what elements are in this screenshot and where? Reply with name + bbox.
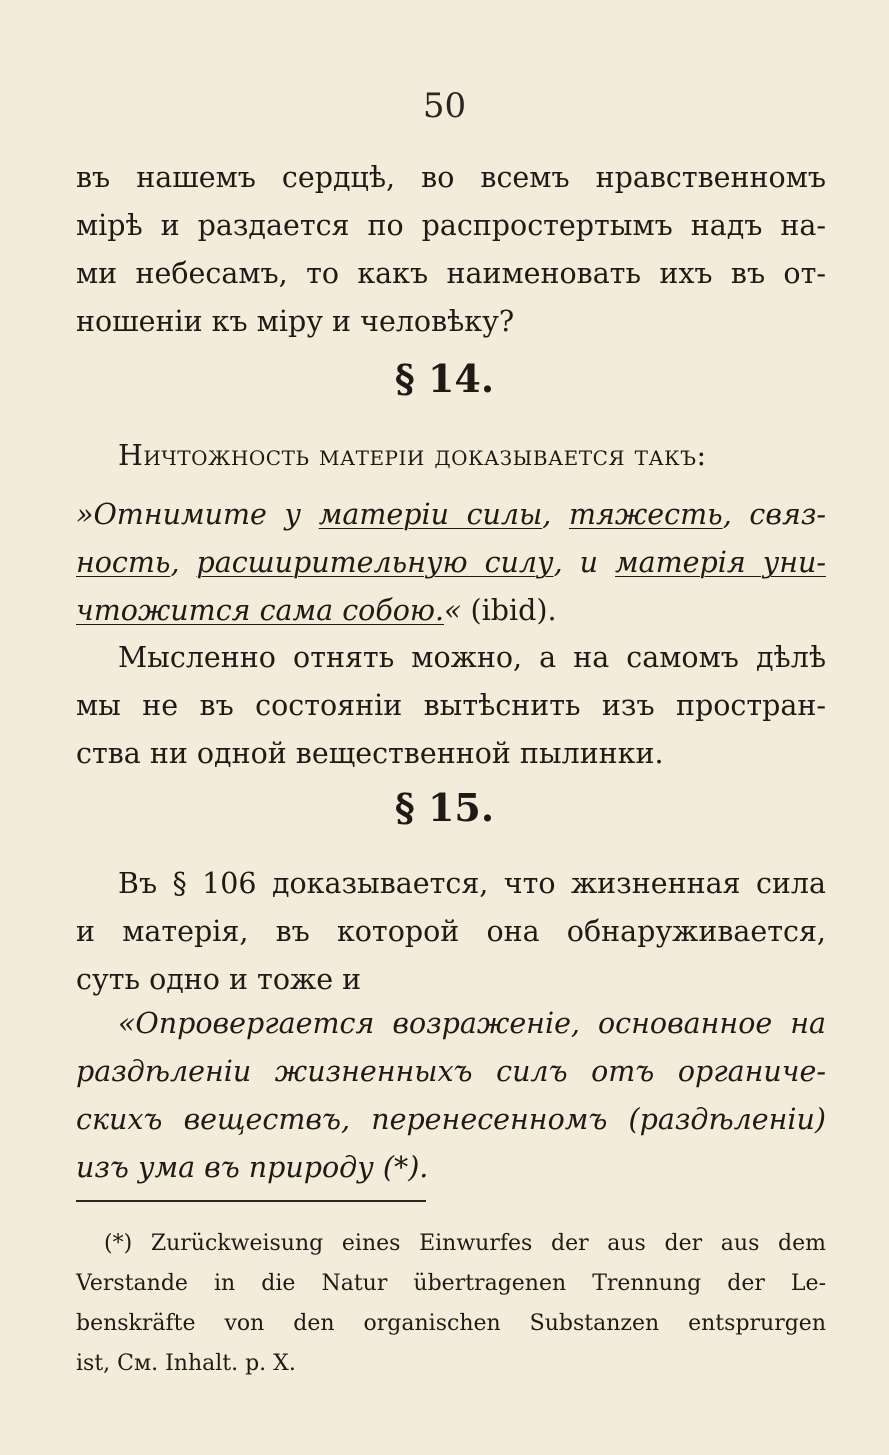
text-line: Въ § 106 доказывается, что жизненная сила <box>118 867 826 900</box>
quote-line: изъ ума въ природу (*). <box>76 1151 429 1184</box>
text-line: мы не въ состояніи вытѣснить изъ простран- <box>76 689 826 722</box>
page-number: 50 <box>422 86 467 126</box>
footnote-line: ist, См. Inhalt. p. X. <box>76 1351 296 1376</box>
text-line: Ничтожность матеріи доказывается такъ: <box>118 439 707 472</box>
quote-text: , <box>722 498 750 531</box>
text-line: ми небесамъ, то какъ наименовать ихъ въ от- <box>76 257 826 290</box>
quote-text: связ- <box>749 498 827 531</box>
footnote-line: Verstande in die Natur übertragenen Trennung der Le- <box>76 1271 826 1296</box>
paragraph-opening <box>118 436 826 476</box>
quote-text: , <box>542 498 570 531</box>
quote-text: чтожится сама собою. <box>76 594 445 627</box>
text-line: суть одно и тоже и <box>76 963 362 996</box>
footnote-line: benskräfte von den organischen Substanzen entsprurgen <box>76 1311 826 1336</box>
quote-line: «Опровергается возраженіе, основанное на <box>118 1007 826 1040</box>
quote-line <box>76 591 826 631</box>
text-line: и матерія, въ которой она обнаруживается, <box>76 915 826 948</box>
quote-text: матерія уни- <box>614 546 826 579</box>
quote-line <box>76 495 826 535</box>
quote-text: , <box>170 546 197 579</box>
quote-text: тяжесть <box>569 498 723 531</box>
text-line: ства ни одной вещественной пылинки. <box>76 737 664 770</box>
section-heading-14: § 14. <box>394 356 495 401</box>
quote-text: расширительную силу <box>196 546 554 579</box>
quote-reference: (ibid). <box>461 594 557 627</box>
section-heading-15: § 15. <box>394 785 495 830</box>
footnote-line: (*) Zurückweisung eines Einwurfes der aus der aus dem <box>104 1231 826 1256</box>
text-line: мірѣ и раздается по распростертымъ надъ на- <box>76 209 826 242</box>
quote-line: раздѣленіи жизненныхъ силъ отъ органиче- <box>76 1055 826 1088</box>
quote-text: матеріи силы <box>318 498 543 531</box>
text-line: въ нашемъ сердцѣ, во всемъ нравственномъ <box>76 161 826 194</box>
footnote-rule <box>76 1200 426 1202</box>
quote-text: Отнимите у <box>93 498 319 531</box>
text-line: ношеніи къ міру и человѣку? <box>76 305 515 338</box>
quote-mark: « <box>444 594 462 627</box>
text-line: Мысленно отнять можно, а на самомъ дѣлѣ <box>118 641 826 674</box>
quote-text: ность <box>76 546 171 579</box>
quote-mark: » <box>76 498 94 531</box>
quote-text: , и <box>553 546 615 579</box>
quote-line <box>76 543 826 583</box>
quote-line: скихъ веществъ, перенесенномъ (раздѣленіи) <box>76 1103 826 1136</box>
